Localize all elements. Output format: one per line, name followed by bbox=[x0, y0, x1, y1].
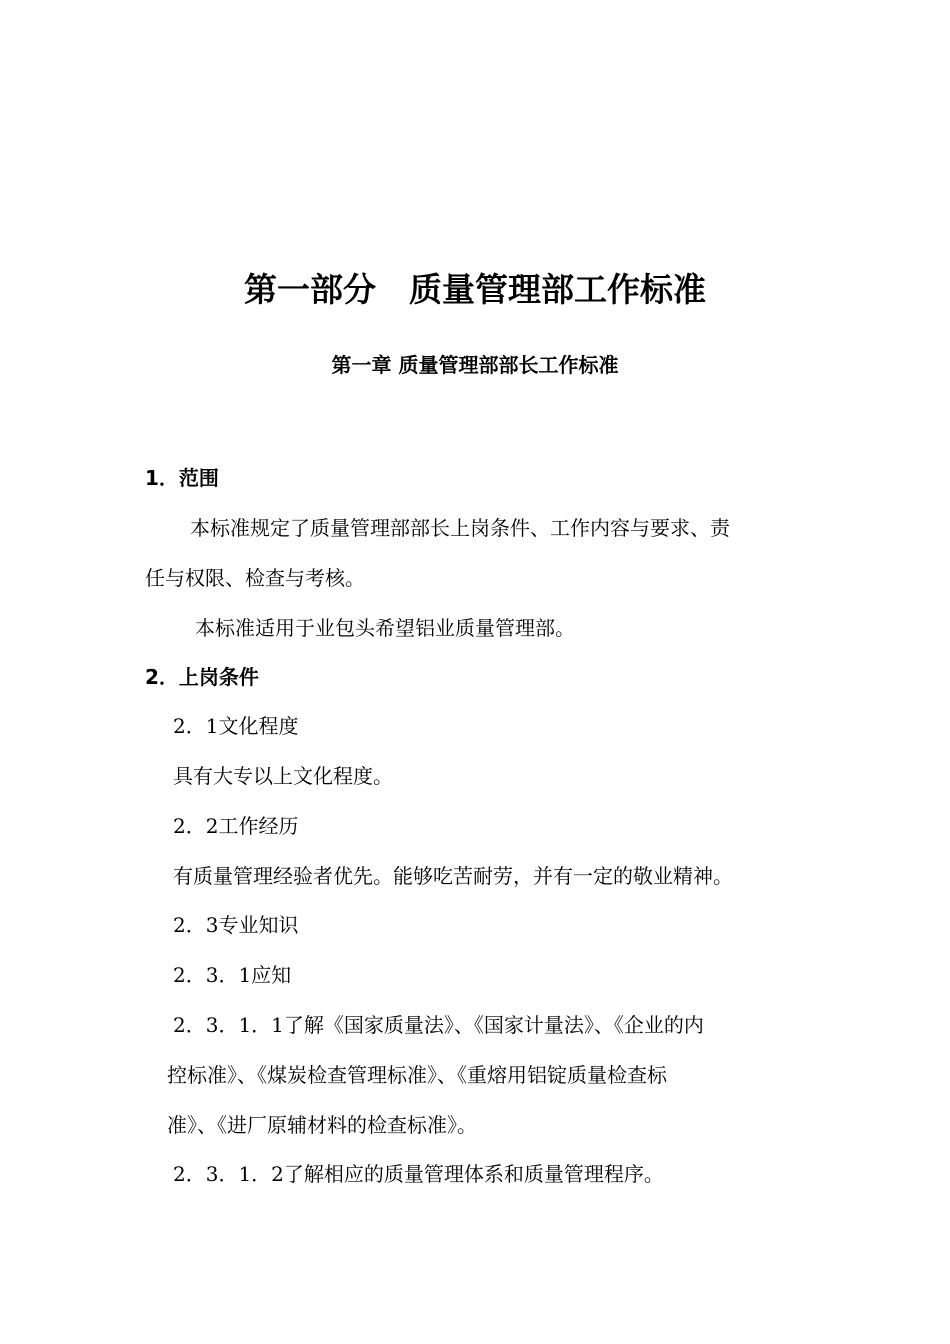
chapter-title: 第一章 质量管理部部长工作标准 bbox=[331, 353, 619, 377]
part-title: 第一部分 质量管理部工作标准 bbox=[244, 270, 706, 309]
subsection-should-know-heading: 2．3．1应知 bbox=[173, 963, 292, 987]
subsection-education-text: 具有大专以上文化程度。 bbox=[173, 764, 393, 788]
item-2-3-1-1-line-2: 控标准》、《煤炭检查管理标准》、《重熔用铝锭质量检查标 bbox=[167, 1063, 667, 1087]
item-2-3-1-2: 2．3．1．2了解相应的质量管理体系和质量管理程序。 bbox=[173, 1162, 664, 1186]
section-heading-scope: 1．范围 bbox=[145, 466, 219, 490]
item-2-3-1-1-line-3: 准》、《进厂原辅材料的检查标准》。 bbox=[167, 1113, 477, 1137]
subsection-knowledge-heading: 2．3专业知识 bbox=[173, 913, 299, 937]
subsection-experience-heading: 2．2工作经历 bbox=[173, 814, 299, 838]
section-heading-requirements: 2．上岗条件 bbox=[145, 665, 259, 689]
item-2-3-1-1-line-1: 2．3．1．1了解《国家质量法》、《国家计量法》、《企业的内 bbox=[173, 1013, 704, 1037]
paragraph-scope-line-2: 任与权限、检查与考核。 bbox=[145, 566, 365, 590]
subsection-education-heading: 2．1文化程度 bbox=[173, 714, 299, 738]
paragraph-applicability: 本标准适用于业包头希望铝业质量管理部。 bbox=[195, 616, 575, 640]
subsection-experience-text: 有质量管理经验者优先。能够吃苦耐劳，并有一定的敬业精神。 bbox=[173, 864, 733, 888]
paragraph-scope-line-1: 本标准规定了质量管理部部长上岗条件、工作内容与要求、责 bbox=[190, 516, 730, 540]
